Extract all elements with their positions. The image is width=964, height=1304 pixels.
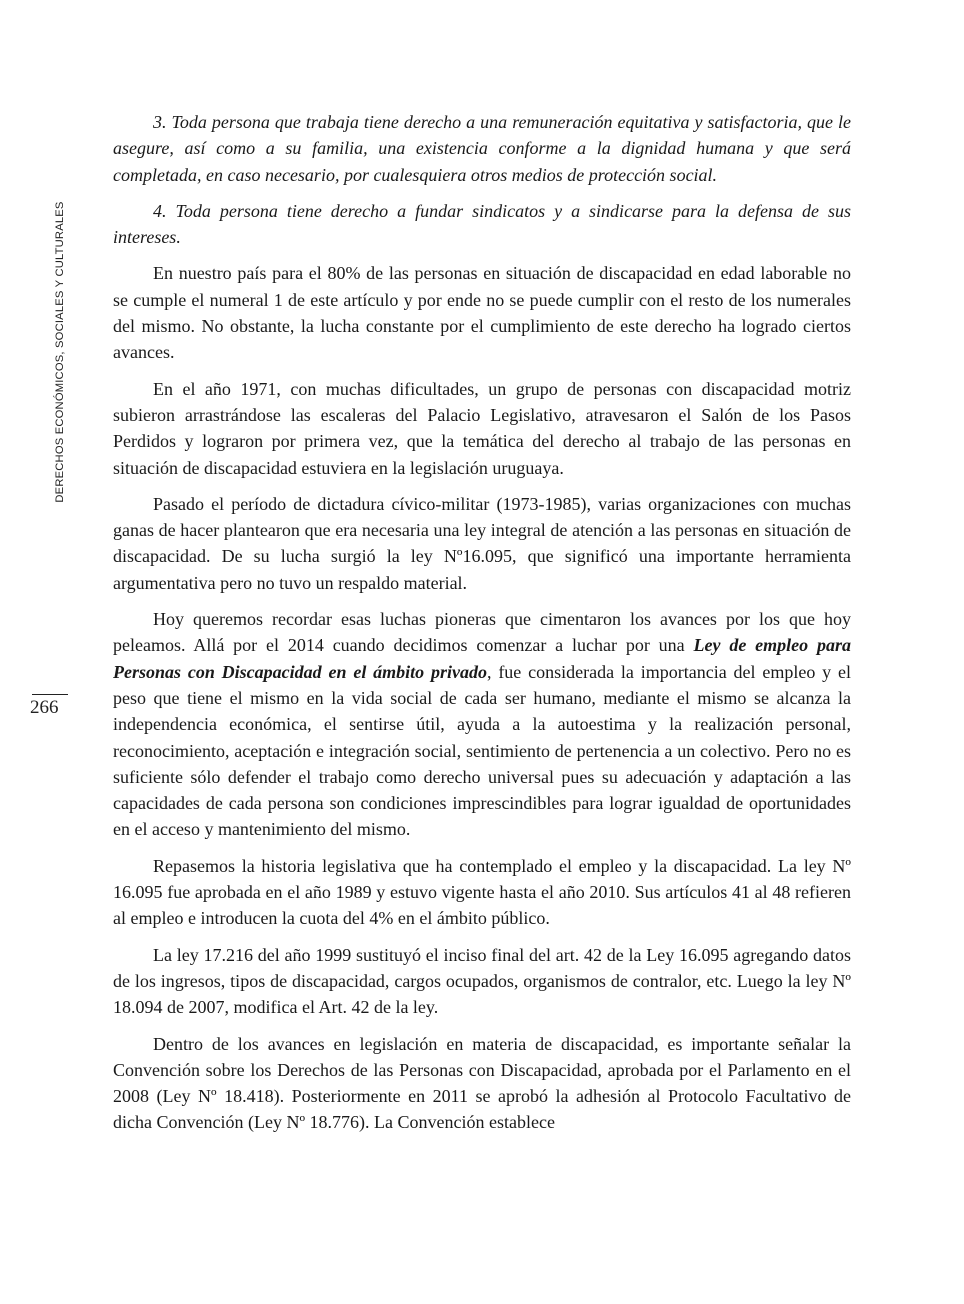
page-number: 266 (30, 697, 59, 718)
paragraph-article-4: 4. Toda persona tiene derecho a fundar sindicatos y a sindicarse para la defensa de sus intereses. (113, 200, 851, 248)
paragraph: Pasado el período de dictadura cívico-militar (1973-1985), varias organizaciones con muchas ganas de hacer plantearon que era necesaria una ley integral de atención a las personas en situación de discapacidad. De su lucha surgió la ley Nº16.095, que significó una importante herramienta argumentativa pero no tuvo un respaldo material. (113, 493, 851, 593)
paragraph-text: , fue considerada la importancia del empleo y el peso que tiene el mismo en la vida social de cada ser humano, mediante el mismo se alcanza la independencia económica, el sentirse útil, ayuda a la autoestima y la realización personal, reconocimiento, aceptación e integración social, sentimiento de pertenencia a un colectivo. Pero no es suficiente sólo defender el trabajo como derecho universal pues su adecuación y adaptación a las capacidades de cada persona son condiciones imprescindibles para lograr igualdad de oportunidades en el acceso y mantenimiento del mismo. (113, 661, 852, 840)
law-title-emphasis: Ley de empleo para Personas con Discapacidad en el ámbito privado (113, 635, 851, 682)
paragraph-article-3: 3. Toda persona que trabaja tiene derecho a una remuneración equitativa y satisfactoria, que le asegure, así como a su familia, una existencia conforme a la dignidad humana y que será completada, en caso necesario, por cualesquiera otros medios de protección social. (113, 112, 851, 185)
page-number-rule (32, 694, 68, 695)
paragraph (113, 606, 851, 843)
paragraph-text: Hoy queremos recordar esas luchas pioneras que cimentaron los avances por los que hoy peleamos. Allá por el 2014 cuando decidimos comenzar a luchar por una (113, 609, 851, 656)
body-text (113, 109, 851, 1146)
paragraph: La ley 17.216 del año 1999 sustituyó el inciso final del art. 42 de la Ley 16.095 agregando datos de los ingresos, tipos de discapacidad, cargos ocupados, organismos de contralor, etc. Luego la ley Nº 18.094 de 2007, modifica el Art. 42 de la ley. (113, 944, 851, 1018)
paragraph: En el año 1971, con muchas dificultades, un grupo de personas con discapacidad motriz subieron arrastrándose las escaleras del Palacio Legislativo, atravesaron el Salón de los Pasos Perdidos y lograron por primera vez, que la temática del derecho al trabajo de las personas en situación de discapacidad estuviera en la legislación uruguaya. (113, 378, 851, 478)
paragraph: Dentro de los avances en legislación en materia de discapacidad, es importante señalar la Convención sobre los Derechos de las Personas con Discapacidad, aprobada por el Parlamento en el 2008 (Ley Nº 18.418). Posteriormente en 2011 se aprobó la adhesión al Protocolo Facultativo de dicha Convención (Ley Nº 18.776). La Convención establece (113, 1033, 851, 1133)
paragraph: Repasemos la historia legislativa que ha contemplado el empleo y la discapacidad. La ley Nº 16.095 fue aprobada en el año 1989 y estuvo vigente hasta el año 2010. Sus artículos 41 al 48 refieren al empleo e introducen la cuota del 4% en el ámbito público. (113, 855, 851, 929)
running-title: DERECHOS ECONÓMICOS, SOCIALES Y CULTURALES (54, 201, 66, 503)
paragraph: En nuestro país para el 80% de las personas en situación de discapacidad en edad laborable no se cumple el numeral 1 de este artículo y por ende no se puede cumplir con el resto de los numerales del mismo. No obstante, la lucha constante por el cumplimiento de este derecho ha logrado ciertos avances. (113, 263, 851, 363)
